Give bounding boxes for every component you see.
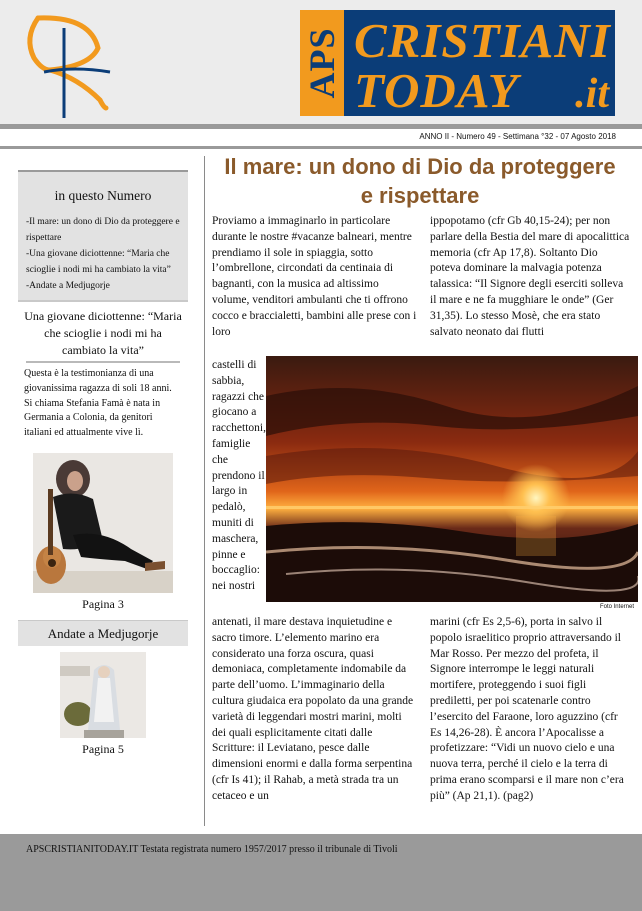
section2-title[interactable]: Andate a Medjugorje xyxy=(18,620,188,646)
issue-rule xyxy=(0,146,642,149)
article-title: Il mare: un dono di Dio da proteggere e rispettare xyxy=(224,154,616,208)
issue-info: ANNO II - Numero 49 - Settimana °32 - 07 Agosto 2018 xyxy=(419,132,616,141)
photo-credit: Foto Internet xyxy=(599,604,634,610)
contents-list xyxy=(18,214,188,300)
feature-photo[interactable] xyxy=(33,453,173,593)
sunset-sea-photo[interactable] xyxy=(266,356,638,602)
masthead-banner[interactable] xyxy=(300,10,615,116)
article-col2-top: ippopotamo (cfr Gb 40,15-24); per non parlare della Bestia del mare di apocalittica memoria (cfr Ap 17,8). Soltanto Dio poteva dominare la malvagia potenza talassica: “Il Signore degli eserciti solleva il mare e ne fa mugghiare le onde” (Ger 31,35). Lo stesso Mosè, che era stato salvato neonato dai flutti xyxy=(430,215,630,338)
page-header xyxy=(0,0,642,124)
header-rule xyxy=(0,124,642,129)
contents-title: in questo Numero xyxy=(54,188,152,203)
section2-caption[interactable]: Pagina 5 xyxy=(82,741,124,756)
girl-with-guitar-image xyxy=(33,453,173,593)
page-footer xyxy=(0,834,642,911)
sunset-image xyxy=(266,356,638,602)
contents-item[interactable]: -Una giovane diciottenne: “Maria che scioglie i nodi mi ha cambiato la vita” xyxy=(26,249,171,275)
contents-item[interactable]: -Andate a Medjugorje xyxy=(26,281,110,291)
feature-caption[interactable]: Pagina 3 xyxy=(82,596,124,611)
madonna-statue-image xyxy=(60,652,146,738)
contents-item[interactable]: -Il mare: un dono di Dio da proteggere e rispettare xyxy=(26,217,180,243)
article-col1-wrap: castelli di sabbia, ragazzi che giocano a racchettoni, famiglie che prendono il largo in pedalò, muniti di maschera, pinne e boccaglio: nei nostri xyxy=(212,359,266,593)
feature-text: Questa è la testimonianza di una giovanissima ragazza di soli 18 anni. Si chiama Stefania Famà è nata in Germania a Colonia, da genitori italiani ed attualmente vive lì. xyxy=(24,368,172,439)
fish-logo-icon xyxy=(20,8,112,120)
section2-photo[interactable] xyxy=(60,652,146,738)
feature-title[interactable]: Una giovane diciottenne: “Maria che scioglie i nodi mi ha cambiato la vita” xyxy=(24,309,182,357)
column-divider xyxy=(204,156,205,826)
sidebar xyxy=(18,170,188,757)
masthead-suffix: .it xyxy=(575,71,609,117)
masthead-line-1: CRISTIANI xyxy=(354,13,611,68)
masthead-line-2: TODAY xyxy=(354,63,519,118)
contents-box xyxy=(18,170,188,300)
masthead-aps-text: APS xyxy=(302,27,342,99)
masthead-aps-block xyxy=(300,10,344,116)
article-col2-bottom: marini (cfr Es 2,5-6), porta in salvo il popolo israelitico proprio attraversando il Mar Rosso. Per mezzo del profeta, il Signore interrompe le leggi naturali mortifere, proteggendo i suoi figli prediletti, per poi scatenarle contro l’esercito del Faraone, loro aguzzino (cfr Es 14,26-28). È ancora l’Apocalisse a profetizzare: “Vidi un nuovo cielo e una nuova terra, perché il cielo e la terra di prima erano scomparsi e il mare non c’era più” (Ap 21,1). (pag2) xyxy=(430,616,624,802)
article-col1-top: Proviamo a immaginarlo in particolare durante le nostre #vacanze balneari, mentre prendiamo il sole in spiaggia, sotto l’ombrellone, circondati da centinaia di bagnanti, con la musica ad altissimo volume, venditori ambulanti che ti offrono cocco e braccialetti, bambini alle prese con i loro xyxy=(212,215,417,338)
article-col1-bottom: antenati, il mare destava inquietudine e sacro timore. L’elemento marino era considerato una forza oscura, quasi demoniaca, completamente indomabile da parte dell’uomo. L’immaginario della cultura giudaica era popolato da una grande varietà di leggendari mostri marini, molti dei quali esplicitamente citati dalle Scritture: il Leviatano, pesce dalle dimensioni enormi e dalla forma serpentina (cfr Is 41); il Rahab, a metà strada tra un cetaceo e un xyxy=(212,616,414,802)
footer-text: APSCRISTIANITODAY.IT Testata registrata numero 1957/2017 presso il tribunale di Tivoli xyxy=(26,844,398,855)
